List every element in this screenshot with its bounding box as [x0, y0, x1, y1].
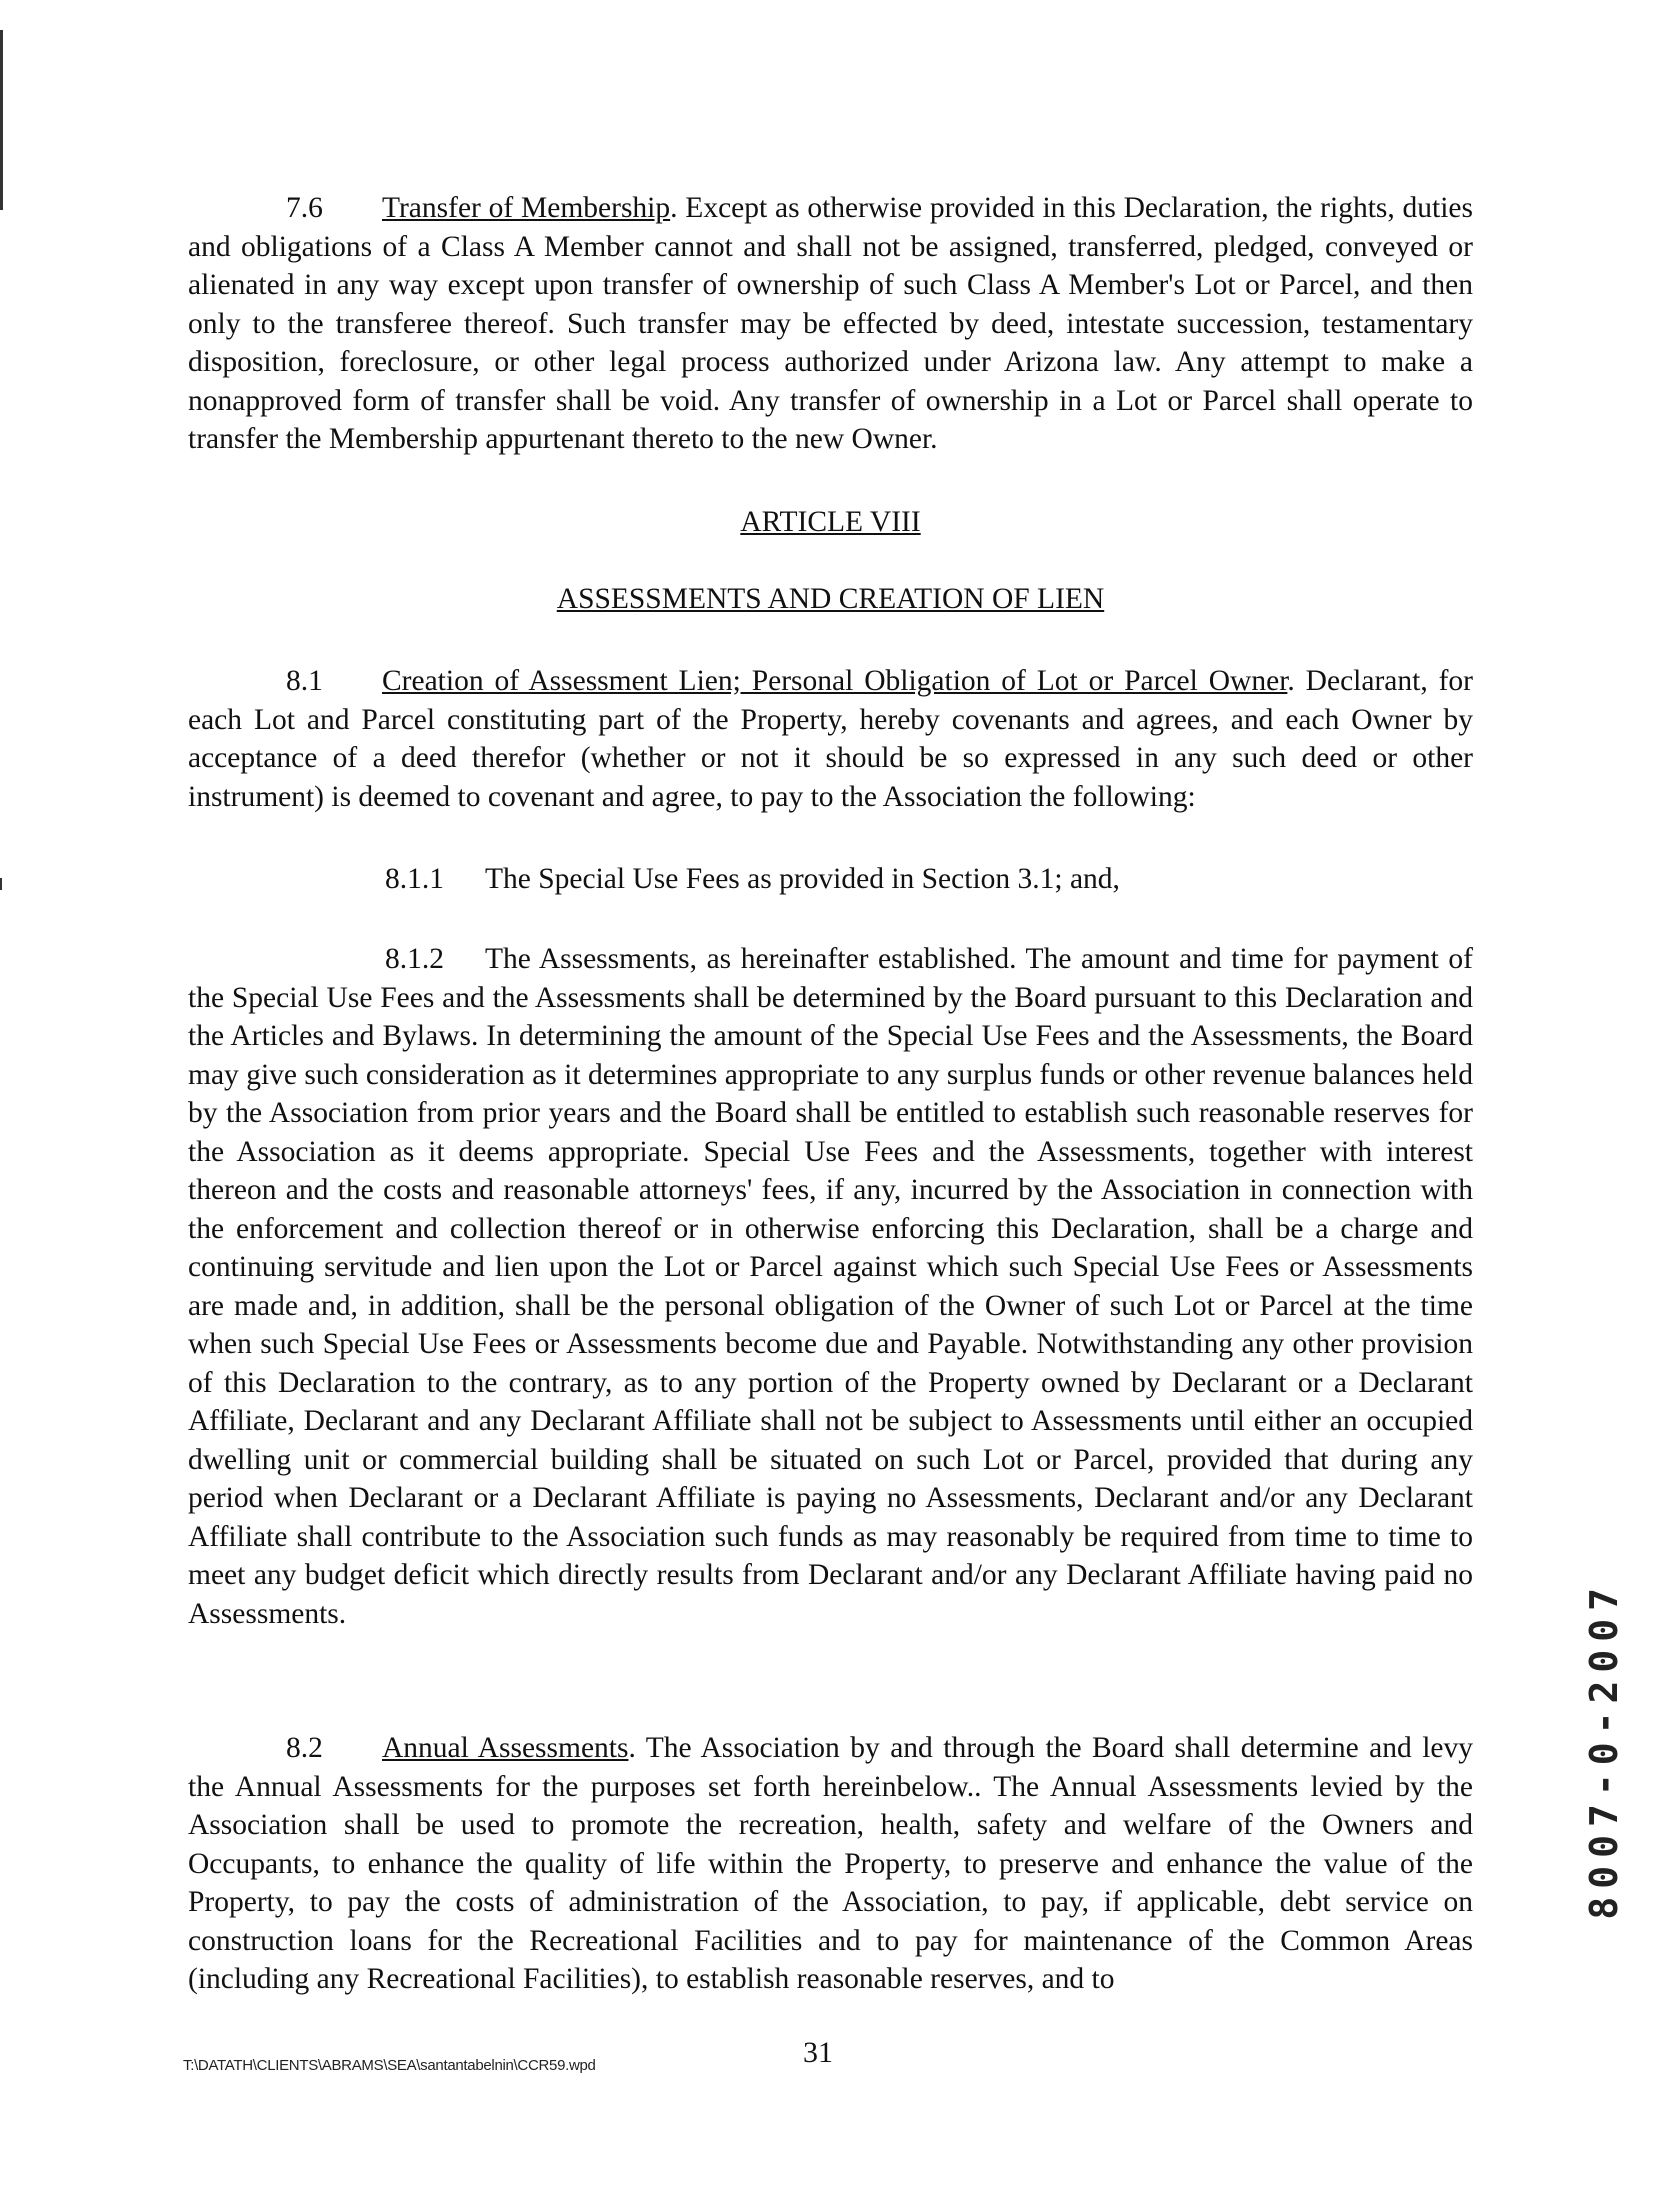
section-heading: Creation of Assessment Lien; Personal Obligation of Lot or Parcel Owner	[382, 665, 1288, 697]
section-number: 7.6	[286, 192, 323, 224]
section-text: The Special Use Fees as provided in Section 3.1; and,	[485, 863, 1120, 895]
section-text: . Declarant, for each Lot and Parcel constituting part of the Property, hereby covenants and agrees, and each Owner by acceptance of a deed therefor (whether or not it should be so expressed in any such deed or other instrument) is deemed to covenant and agree, to pay to the Association the following:	[188, 665, 1473, 813]
page-number: 31	[803, 2036, 833, 2069]
section-8-1-2	[188, 940, 1473, 1633]
article-title: ASSESSMENTS AND CREATION OF LIEN	[556, 583, 1105, 615]
article-label: ARTICLE VIII	[740, 506, 921, 538]
scan-margin-line	[0, 30, 3, 210]
section-text: . The Association by and through the Board shall determine and levy the Annual Assessments for the purposes set forth hereinbelow.. The Annual Assessments levied by the Association shall be used to promote the recreation, health, safety and welfare of the Owners and Occupants, to enhance the quality of life within the Property, to preserve and enhance the value of the Property, to pay the costs of administration of the Association, to pay, if applicable, debt service on construction loans for the Recreational Facilities and to pay for maintenance of the Common Areas (including any Recreational Facilities), to establish reasonable reserves, and to	[188, 1732, 1474, 1995]
section-8-2	[188, 1729, 1473, 1999]
section-number: 8.2	[286, 1732, 323, 1764]
section-7-6	[188, 189, 1473, 459]
section-number: 8.1.1	[385, 863, 444, 895]
section-number: 8.1	[286, 665, 323, 697]
recording-stamp: 8007-0-2007	[1582, 1580, 1626, 1920]
section-heading: Annual Assessments	[382, 1732, 629, 1764]
section-text: . Except as otherwise provided in this Declaration, the rights, duties and obligations of a Class A Member cannot and shall not be assigned, transferred, pledged, conveyed or alienated in any way except upon transfer of ownership of such Class A Member's Lot or Parcel, and then only to the transferee thereof. Such transfer may be effected by deed, intestate succession, testamentary disposition, foreclosure, or other legal process authorized under Arizona law. Any attempt to make a nonapproved form of transfer shall be void. Any transfer of ownership in a Lot or Parcel shall operate to transfer the Membership appurtenant thereto to the new Owner.	[188, 192, 1474, 455]
footer-file-path: T:\DATATH\CLIENTS\ABRAMS\SEA\santantabelnin\CCR59.wpd	[183, 2057, 596, 2074]
section-text: The Assessments, as hereinafter established. The amount and time for payment of the Special Use Fees and the Assessments shall be determined by the Board pursuant to this Declaration and the Articles and Bylaws. In determining the amount of the Special Use Fees and the Assessments, the Board may give such consideration as it determines appropriate to any surplus funds or other revenue balances held by the Association from prior years and the Board shall be entitled to establish such reasonable reserves for the Association as it deems appropriate. Special Use Fees and the Assessments, together with interest thereon and the costs and reasonable attorneys' fees, if any, incurred by the Association in connection with the enforcement and collection thereof or in otherwise enforcing this Declaration, shall be a charge and continuing servitude and lien upon the Lot or Parcel against which such Special Use Fees or Assessments are made and, in addition, shall be the personal obligation of the Owner of such Lot or Parcel at the time when such Special Use Fees or Assessments become due and Payable. Notwithstanding any other provision of this Declaration to the contrary, as to any portion of the Property owned by Declarant or a Declarant Affiliate, Declarant and any Declarant Affiliate shall not be subject to Assessments until either an occupied dwelling unit or commercial building shall be situated on such Lot or Parcel, provided that during any period when Declarant or a Declarant Affiliate is paying no Assessments, Declarant and/or any Declarant Affiliate shall contribute to the Association such funds as may reasonably be required from time to time to meet any budget deficit which directly results from Declarant and/or any Declarant Affiliate having paid no Assessments.	[188, 943, 1473, 1630]
section-heading: Transfer of Membership	[382, 192, 671, 224]
section-number: 8.1.2	[385, 943, 444, 975]
section-8-1	[188, 662, 1473, 816]
scan-margin-mark	[0, 878, 2, 890]
section-8-1-1	[385, 863, 1473, 896]
